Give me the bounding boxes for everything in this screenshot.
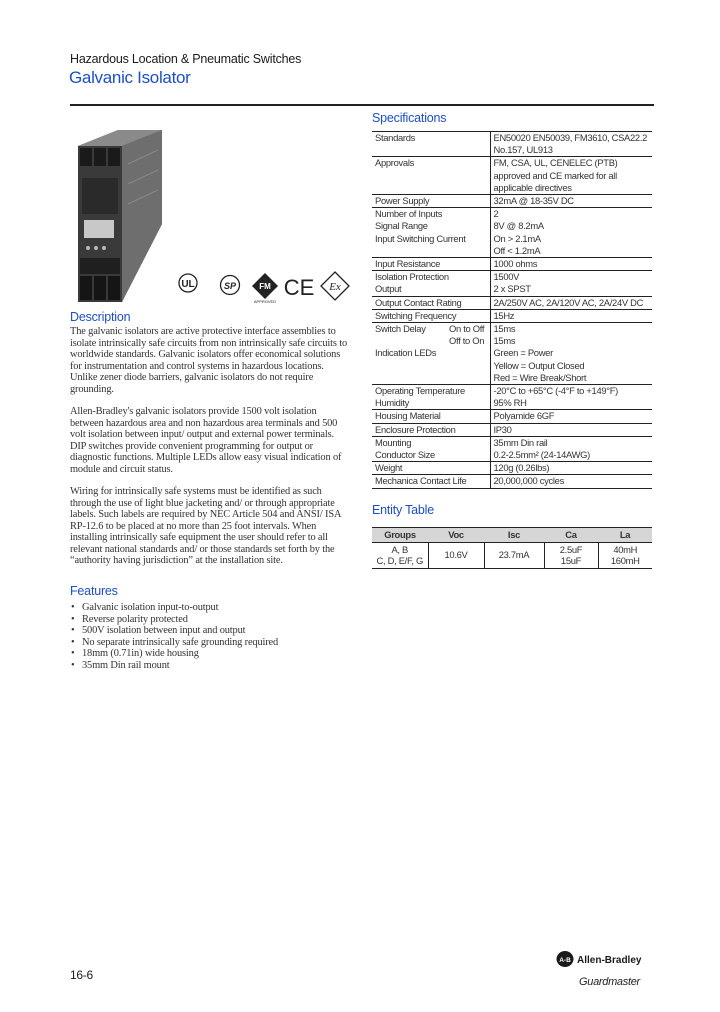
- table-row: [372, 309, 652, 322]
- page-title: Galvanic Isolator: [69, 68, 191, 87]
- spec-label: Power Supply: [372, 195, 490, 208]
- spec-value: IP30: [490, 423, 652, 436]
- text-line: labels. Such labels are required by NEC Article 504 and ANSI/ ISA: [70, 509, 342, 520]
- allen-bradley-logo: [556, 949, 656, 969]
- features-list: [70, 602, 278, 672]
- column-header: Voc: [428, 528, 484, 543]
- list-item: • Reverse polarity protected: [70, 614, 278, 626]
- spec-value: EN50020 EN50039, FM3610, CSA22.2 No.157, UL913: [490, 132, 652, 157]
- page-number: 16-6: [70, 968, 93, 982]
- specifications-heading: Specifications: [372, 111, 447, 125]
- product-image: [70, 124, 170, 304]
- list-item: • No separate intrinsically safe grounding required: [70, 637, 278, 649]
- table-row: [372, 323, 652, 385]
- spec-label: Enclosure Protection: [372, 423, 490, 436]
- list-item: • 35mm Din rail mount: [70, 660, 278, 672]
- spec-label: Operating Temperature Humidity: [372, 385, 490, 410]
- table-row: [372, 271, 652, 296]
- text-line: Unlike zener diode barriers, galvanic isolators do not require: [70, 372, 314, 383]
- spec-value: 32mA @ 18-35V DC: [490, 195, 652, 208]
- text-line: grounding.: [70, 383, 114, 395]
- spec-value: 1500V 2 x SPST: [490, 271, 652, 296]
- table-cell: 23.7mA: [484, 542, 544, 568]
- spec-value: Polyamide 6GF: [490, 410, 652, 423]
- fm-logo: [252, 273, 278, 304]
- spec-label: Mechanica Contact Life: [372, 475, 490, 488]
- text-line: between hazardous area and non hazardous area terminals and 500: [70, 417, 338, 429]
- table-cell: 10.6V: [428, 542, 484, 568]
- table-cell: A, B C, D, E/F, G: [372, 542, 428, 568]
- text-line: worldwide standards. Galvanic isolators offer economical solutions: [70, 349, 341, 360]
- table-row: [372, 542, 652, 568]
- column-header: Isc: [484, 528, 544, 543]
- spec-label: Switching Frequency: [372, 309, 490, 322]
- text-line: The galvanic isolators are active protective interface assemblies to: [70, 326, 336, 337]
- spec-value: 15ms 15ms Green = Power Yellow = Output Closed Red = Wire Break/Short: [490, 323, 652, 385]
- spec-label: Isolation Protection Output: [372, 271, 490, 296]
- ex-mark-text: Ex: [329, 281, 341, 293]
- text-line: “authority having jurisdiction” at the installation site.: [70, 555, 283, 566]
- entity-table-heading: Entity Table: [372, 503, 434, 517]
- spec-label: Standards: [372, 132, 490, 157]
- spec-label: Output Contact Rating: [372, 296, 490, 309]
- text-line: RP-12.6 to be placed at no more than 25 foot intervals. When: [70, 520, 317, 532]
- table-row: [372, 423, 652, 436]
- table-row: [372, 385, 652, 410]
- ce-mark: [284, 275, 315, 300]
- table-row: [372, 296, 652, 309]
- column-header: La: [598, 528, 652, 543]
- text-line: volt isolation between input/ output and external power terminals.: [70, 429, 334, 440]
- table-cell: 2.5uF 15uF: [544, 542, 598, 568]
- csa-logo-text: SP: [223, 281, 237, 291]
- spec-label: Input Resistance: [372, 258, 490, 271]
- certification-logos: [178, 266, 358, 306]
- text-line: DIP switches provide convenient programming for output or: [70, 440, 313, 452]
- text-line: module and circuit status.: [70, 463, 173, 475]
- spec-value: 35mm Din rail 0.2-2.5mm² (24-14AWG): [490, 436, 652, 461]
- section-title: Hazardous Location & Pneumatic Switches: [70, 52, 302, 66]
- entity-table: [372, 527, 652, 569]
- spec-value: 20,000,000 cycles: [490, 475, 652, 488]
- spec-label: Approvals: [372, 157, 490, 195]
- spec-label: Switch Delay On to Off Off to On Indication LEDs: [372, 323, 490, 385]
- spec-label: Mounting Conductor Size: [372, 436, 490, 461]
- table-header-row: [372, 528, 652, 543]
- guardmaster-logo: Guardmaster: [579, 976, 640, 988]
- ul-logo: [179, 274, 197, 292]
- table-row: [372, 462, 652, 475]
- ab-logo-text: A-B: [559, 957, 571, 964]
- ul-logo-text: UL: [181, 279, 195, 290]
- table-row: [372, 157, 652, 195]
- text-line: isolate intrinsically safe circuits from non intrinsically safe circuits to: [70, 337, 348, 349]
- spec-label: Housing Material: [372, 410, 490, 423]
- description-paragraph: [70, 486, 347, 567]
- text-line: installing intrinsically safe equipment the user should refer to all: [70, 532, 328, 543]
- table-cell: 40mH 160mH: [598, 542, 652, 568]
- description-paragraph: [70, 326, 347, 395]
- spec-value: FM, CSA, UL, CENELEC (PTB) approved and CE marked for all applicable directives: [490, 157, 652, 195]
- spec-value: 2 8V @ 8.2mA On > 2.1mA Off < 1.2mA: [490, 208, 652, 258]
- spec-value: 120g (0.26lbs): [490, 462, 652, 475]
- description-body: [70, 326, 347, 578]
- spec-value: 2A/250V AC, 2A/120V AC, 2A/24V DC: [490, 296, 652, 309]
- table-row: [372, 410, 652, 423]
- spec-value: -20°C to +65°C (-4°F to +149°F) 95% RH: [490, 385, 652, 410]
- features-heading: Features: [70, 584, 118, 598]
- spec-value: 15Hz: [490, 309, 652, 322]
- table-row: [372, 195, 652, 208]
- table-row: [372, 208, 652, 258]
- list-item: • 18mm (0.71in) wide housing: [70, 648, 278, 660]
- text-line: for instrumentation and control systems in hazardous locations.: [70, 360, 324, 372]
- text-line: through the use of light blue jacketing and/ or through appropriate: [70, 497, 335, 509]
- table-row: [372, 475, 652, 488]
- text-line: relevant national standards and/ or those standards set forth by the: [70, 543, 335, 555]
- fm-approved-text: APPROVED: [253, 299, 277, 304]
- spec-label: Number of Inputs Signal Range Input Switching Current: [372, 208, 490, 258]
- table-row: [372, 258, 652, 271]
- list-item: • 500V isolation between input and output: [70, 625, 278, 637]
- text-line: Wiring for intrinsically safe systems must be identified as such: [70, 486, 322, 497]
- list-item: • Galvanic isolation input-to-output: [70, 602, 278, 614]
- header-divider: [70, 104, 654, 106]
- text-line: diagnostic functions. Multiple LEDs allow easy visual indication of: [70, 452, 342, 463]
- csa-logo: [221, 276, 240, 295]
- fm-logo-text: FM: [259, 282, 271, 291]
- column-header: Ca: [544, 528, 598, 543]
- spec-value: 1000 ohms: [490, 258, 652, 271]
- description-paragraph: [70, 406, 347, 475]
- brand-name: Allen-Bradley: [577, 955, 642, 966]
- text-line: Allen-Bradley's galvanic isolators provide 1500 volt isolation: [70, 406, 317, 417]
- table-row: [372, 132, 652, 157]
- description-heading: Description: [70, 310, 131, 324]
- ce-mark-text: CE: [283, 275, 315, 300]
- column-header: Groups: [372, 528, 428, 543]
- ex-mark: [321, 272, 349, 300]
- specifications-table: [372, 131, 652, 489]
- spec-label: Weight: [372, 462, 490, 475]
- table-row: [372, 436, 652, 461]
